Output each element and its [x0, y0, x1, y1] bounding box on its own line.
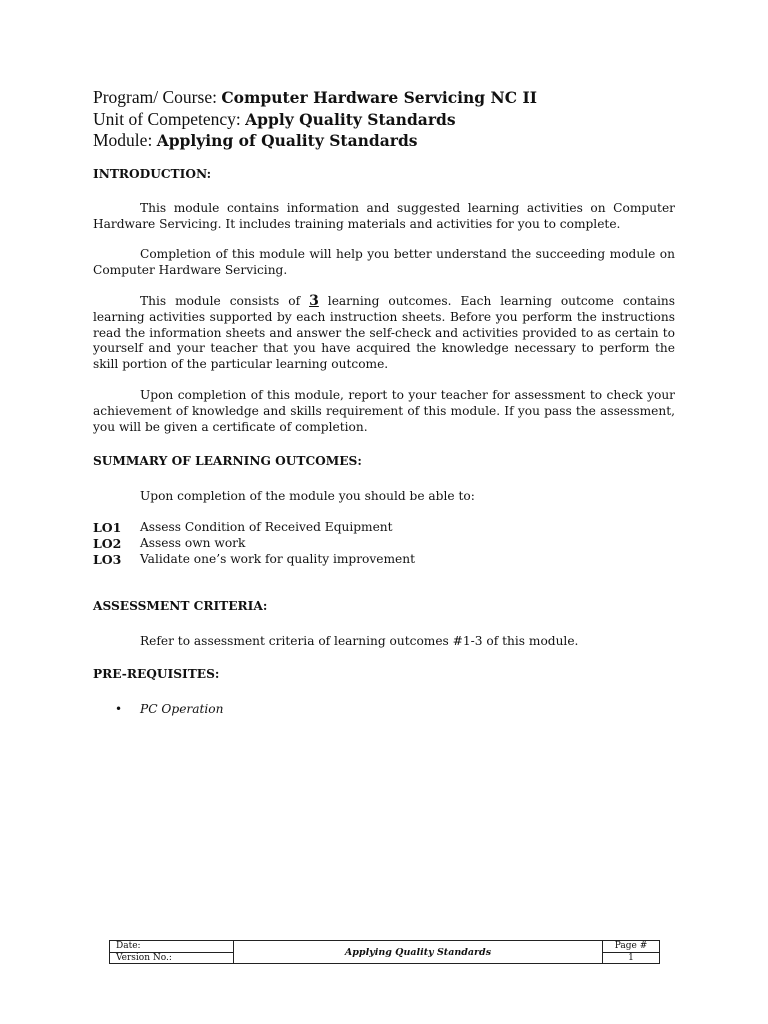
unit-value: Apply Quality Standards: [245, 109, 456, 129]
module-header: [93, 87, 693, 152]
learning-outcome-2: [93, 536, 675, 552]
lo-code: LO3: [93, 551, 122, 567]
program-label: Program/ Course:: [93, 87, 222, 107]
module-line: [93, 130, 693, 152]
outcome-count: 3: [309, 292, 319, 309]
summary-intro: Upon completion of the module you should be able to:: [140, 489, 475, 504]
para3-before: This module consists of: [140, 293, 310, 308]
unit-label: Unit of Competency:: [93, 108, 246, 129]
page-footer-table: [109, 940, 660, 964]
lo-code: LO2: [93, 535, 122, 551]
introduction-paragraph-4: Upon completion of this module, report to your teacher for assessment to check your achievement of knowledge and skills requirement of this module. If you pass the assessment, you will be given a certificate of completion.: [93, 387, 675, 434]
unit-line: [93, 109, 693, 131]
page-label: Page #: [603, 941, 659, 953]
assessment-heading: ASSESSMENT CRITERIA:: [93, 599, 268, 614]
learning-outcome-1: [93, 520, 675, 536]
program-line: [93, 87, 693, 109]
bullet-icon: •: [115, 701, 123, 716]
module-value: Applying of Quality Standards: [156, 131, 418, 150]
learning-outcome-3: [93, 552, 675, 568]
introduction-paragraph-3: [93, 294, 675, 373]
introduction-paragraph-2: Completion of this module will help you better understand the succeeding module on Computer Hardware Servicing.: [93, 247, 675, 278]
lo-text: Assess own work: [140, 535, 246, 550]
lo-text: Validate one’s work for quality improvement: [140, 551, 416, 566]
introduction-paragraph-1: This module contains information and suggested learning activities on Computer Hardware Servicing. It includes training materials and activities for you to complete.: [93, 200, 675, 231]
prerequisite-text: PC Operation: [140, 701, 224, 716]
prerequisite-item: [93, 702, 675, 718]
prerequisites-heading: PRE-REQUISITES:: [93, 666, 220, 681]
footer-right-cells: [602, 941, 659, 963]
para3-after: learning outcomes. Each learning outcome contains learning activities supported by each instruction sheets. Before you perform the instructions read the information sheets and answer the self-check and activities provided to as certain to yourself and your teacher that you have acquired the knowledge necessary to perform the skill portion of the particular learning outcome.: [93, 293, 676, 372]
program-value: Computer Hardware Servicing NC II: [221, 88, 537, 107]
lo-code: LO1: [93, 519, 122, 535]
introduction-heading: INTRODUCTION:: [93, 167, 212, 181]
module-label: Module:: [93, 130, 157, 150]
assessment-text: Refer to assessment criteria of learning outcomes #1-3 of this module.: [140, 634, 579, 649]
lo-text: Assess Condition of Received Equipment: [140, 519, 393, 534]
module-content: [93, 167, 675, 718]
footer-left-cells: [110, 941, 234, 963]
page-number: 1: [628, 953, 634, 963]
version-label: Version No.:: [116, 953, 172, 963]
summary-heading: SUMMARY OF LEARNING OUTCOMES:: [93, 454, 362, 469]
footer-title: Applying Quality Standards: [344, 946, 492, 958]
date-label: Date:: [110, 941, 233, 953]
